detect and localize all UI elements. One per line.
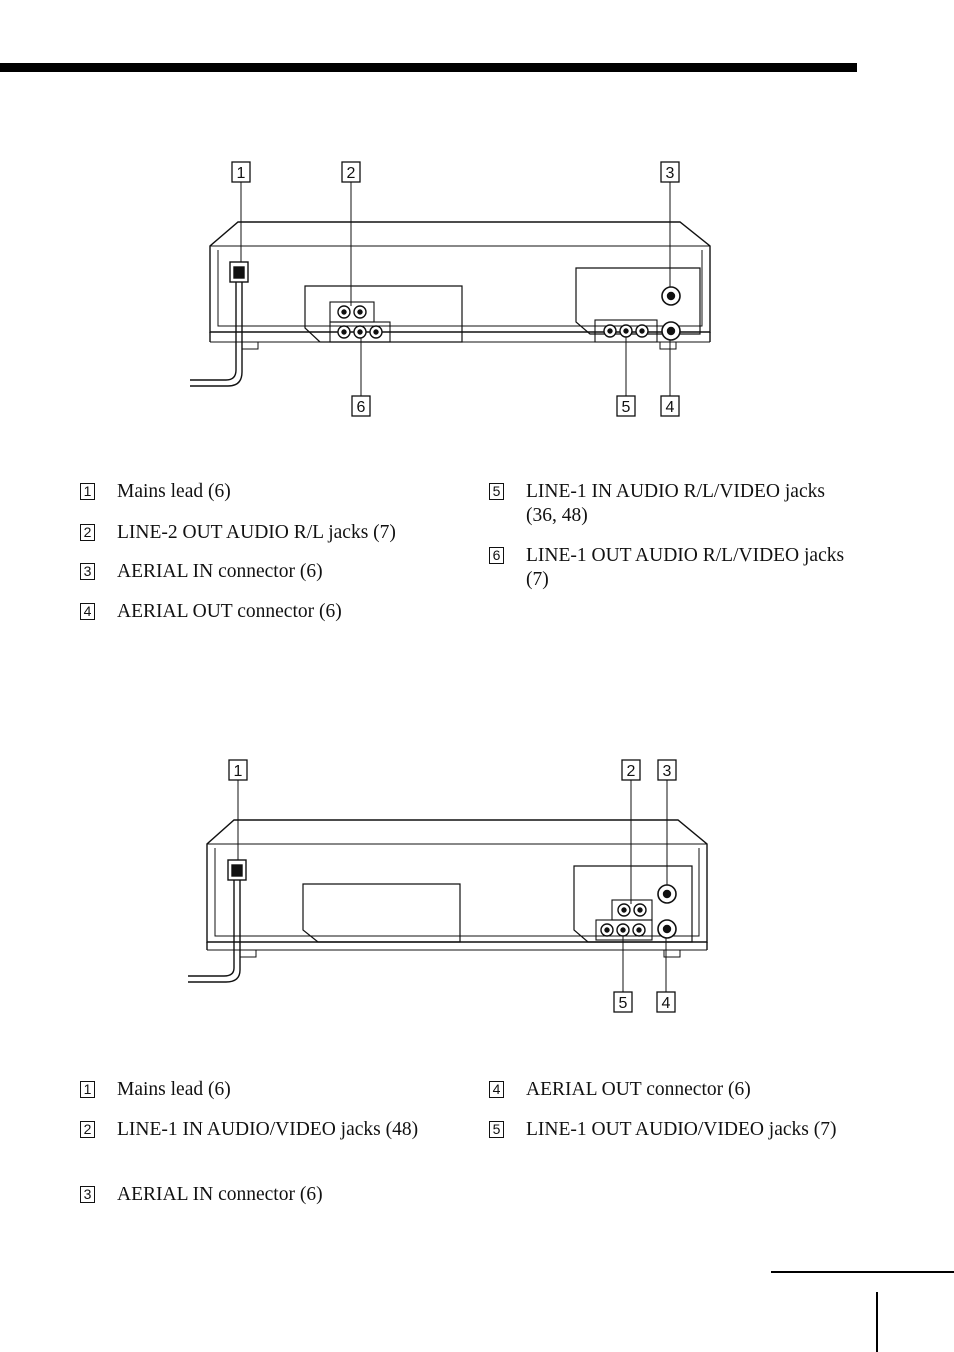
legend-1 bbox=[80, 480, 860, 640]
legend-number: 3 bbox=[80, 563, 95, 580]
rear-panel-diagram-2 bbox=[0, 748, 954, 1028]
legend-text: LINE-1 IN AUDIO R/L/VIDEO jacks (36, 48) bbox=[526, 481, 825, 526]
legend-number: 6 bbox=[489, 547, 504, 564]
legend-text: LINE-1 IN AUDIO/VIDEO jacks (48) bbox=[117, 1119, 419, 1140]
legend-2 bbox=[80, 1078, 860, 1218]
legend-number: 3 bbox=[80, 1186, 95, 1203]
legend-number: 4 bbox=[489, 1081, 504, 1098]
callout-4: 4 bbox=[665, 399, 675, 416]
footer-rule bbox=[771, 1271, 954, 1273]
legend-text: AERIAL IN connector (6) bbox=[117, 561, 323, 582]
legend-text: Mains lead (6) bbox=[117, 1079, 231, 1100]
rear-panel-diagram-1 bbox=[0, 150, 954, 430]
legend-number: 5 bbox=[489, 483, 504, 500]
legend-text: AERIAL OUT connector (6) bbox=[526, 1079, 751, 1100]
legend-number: 1 bbox=[80, 483, 95, 500]
header-rule bbox=[0, 63, 857, 72]
legend-text: LINE-1 OUT AUDIO/VIDEO jacks (7) bbox=[526, 1119, 837, 1140]
legend-number: 1 bbox=[80, 1081, 95, 1098]
legend-number: 5 bbox=[489, 1121, 504, 1138]
page-edge-rule bbox=[876, 1292, 878, 1352]
mains-lead bbox=[190, 282, 236, 380]
mains-lead bbox=[188, 880, 234, 976]
legend-number: 2 bbox=[80, 1121, 95, 1138]
legend-text: LINE-1 OUT AUDIO R/L/VIDEO jacks (7) bbox=[526, 545, 845, 590]
legend-number: 2 bbox=[80, 524, 95, 541]
callout-1: 1 bbox=[233, 763, 243, 780]
vcr-body-outline bbox=[210, 222, 710, 332]
callout-2: 2 bbox=[346, 165, 356, 182]
callout-3: 3 bbox=[665, 165, 675, 182]
callout-4: 4 bbox=[661, 995, 671, 1012]
callout-3: 3 bbox=[662, 763, 672, 780]
legend-text: AERIAL OUT connector (6) bbox=[117, 601, 342, 622]
callout-1: 1 bbox=[236, 165, 246, 182]
legend-text: AERIAL IN connector (6) bbox=[117, 1184, 323, 1205]
callout-2: 2 bbox=[626, 763, 636, 780]
callout-5: 5 bbox=[618, 995, 628, 1012]
legend-text: LINE-2 OUT AUDIO R/L jacks (7) bbox=[117, 522, 396, 543]
vcr-body-outline bbox=[207, 820, 707, 942]
callout-5: 5 bbox=[621, 399, 631, 416]
legend-number: 4 bbox=[80, 603, 95, 620]
callout-6: 6 bbox=[356, 399, 366, 416]
legend-text: Mains lead (6) bbox=[117, 481, 231, 502]
